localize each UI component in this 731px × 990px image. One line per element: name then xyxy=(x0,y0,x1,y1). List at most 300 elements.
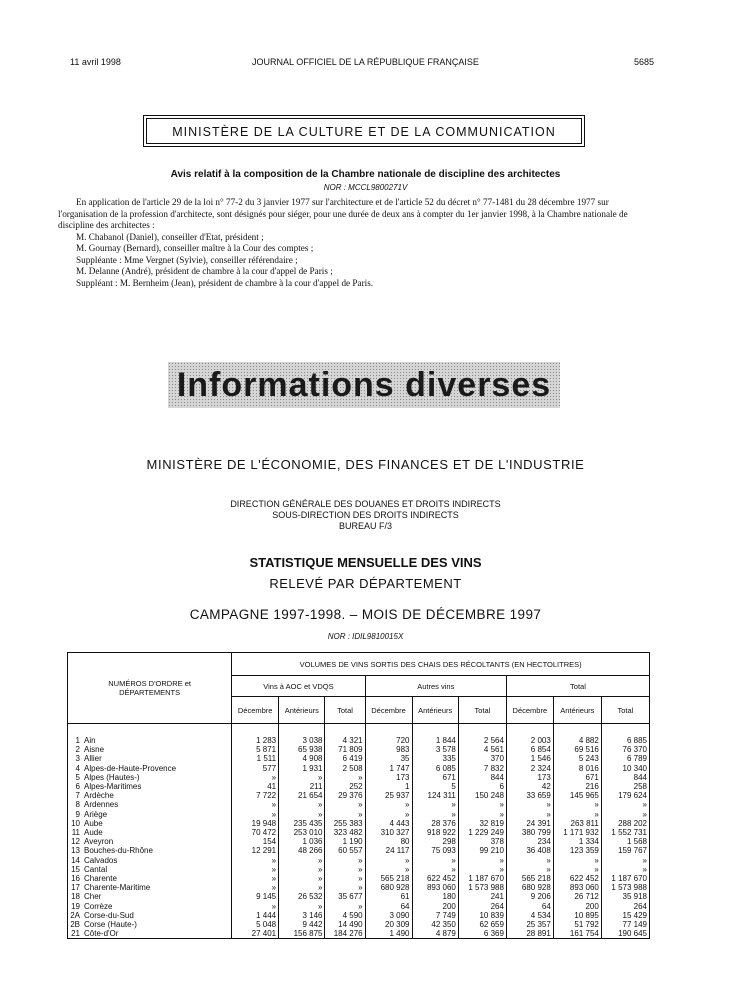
volume-cell: 12 291 xyxy=(232,846,279,855)
volume-cell: 234 xyxy=(506,837,553,846)
volume-cell: 3 146 xyxy=(279,911,325,920)
volume-cell: » xyxy=(232,773,279,782)
volume-cell: » xyxy=(279,902,325,911)
subcol-decembre: Décembre xyxy=(365,697,412,724)
table-row xyxy=(68,883,650,892)
volume-cell: 288 202 xyxy=(601,819,649,828)
table-row xyxy=(68,764,650,773)
row-number: 9 xyxy=(68,810,83,819)
row-number: 15 xyxy=(68,865,83,874)
volume-cell: 35 918 xyxy=(601,892,649,901)
header-date: 11 avril 1998 xyxy=(70,57,121,67)
subcol-decembre: Décembre xyxy=(506,697,553,724)
department-name: Cantal xyxy=(82,865,232,874)
volume-cell: » xyxy=(553,865,601,874)
volume-cell: 60 557 xyxy=(325,846,365,855)
volume-cell: 20 309 xyxy=(365,920,412,929)
volume-cell: 161 754 xyxy=(553,929,601,939)
volume-cell: 6 789 xyxy=(601,754,649,763)
department-name: Aude xyxy=(82,828,232,837)
volume-cell: 1 444 xyxy=(232,911,279,920)
volume-cell: 145 965 xyxy=(553,791,601,800)
volume-cell: 71 809 xyxy=(325,745,365,754)
group-header-autres: Autres vins xyxy=(365,676,506,697)
row-number: 12 xyxy=(68,837,83,846)
volume-cell: » xyxy=(365,810,412,819)
volume-cell: 61 xyxy=(365,892,412,901)
volume-cell: 4 443 xyxy=(365,819,412,828)
volume-cell: » xyxy=(232,800,279,809)
volume-cell: 565 218 xyxy=(506,874,553,883)
volume-cell: » xyxy=(232,902,279,911)
col-header-departments: NUMÉROS D'ORDRE et DÉPARTEMENTS xyxy=(68,653,232,724)
volume-cell: 5 048 xyxy=(232,920,279,929)
volume-cell: » xyxy=(412,800,458,809)
row-number: 4 xyxy=(68,764,83,773)
volume-cell: » xyxy=(601,856,649,865)
campagne-title: CAMPAGNE 1997-1998. – MOIS DE DÉCEMBRE 1997 xyxy=(189,607,542,622)
volume-cell: » xyxy=(458,865,506,874)
department-name: Alpes (Hautes-) xyxy=(82,773,232,782)
row-number: 2A xyxy=(68,911,83,920)
department-name: Cher xyxy=(82,892,232,901)
volume-cell: 4 908 xyxy=(279,754,325,763)
volume-cell: 14 490 xyxy=(325,920,365,929)
volume-cell: 35 677 xyxy=(325,892,365,901)
volume-cell: 671 xyxy=(553,773,601,782)
volume-cell: 26 712 xyxy=(553,892,601,901)
row-number: 6 xyxy=(68,782,83,791)
row-number: 13 xyxy=(68,846,83,855)
table-row xyxy=(68,929,650,939)
volume-cell: 6 419 xyxy=(325,754,365,763)
volume-cell: 335 xyxy=(412,754,458,763)
volume-cell: 2 324 xyxy=(506,764,553,773)
wine-statistics-table xyxy=(67,652,650,939)
volume-cell: 622 452 xyxy=(412,874,458,883)
volume-cell: 918 922 xyxy=(412,828,458,837)
volume-cell: » xyxy=(458,810,506,819)
volume-cell: 99 210 xyxy=(458,846,506,855)
volume-cell: » xyxy=(553,810,601,819)
row-number: 14 xyxy=(68,856,83,865)
row-number: 1 xyxy=(68,736,83,745)
subcol-anterieurs: Antérieurs xyxy=(412,697,458,724)
volume-cell: 844 xyxy=(601,773,649,782)
volume-cell: 264 xyxy=(601,902,649,911)
volume-cell: » xyxy=(506,800,553,809)
table-row xyxy=(68,902,650,911)
volume-cell: » xyxy=(279,773,325,782)
table-row xyxy=(68,782,650,791)
volume-cell: 1 xyxy=(365,782,412,791)
department-name: Charente xyxy=(82,874,232,883)
volume-cell: » xyxy=(325,883,365,892)
volume-cell: 77 149 xyxy=(601,920,649,929)
volume-cell: 1 490 xyxy=(365,929,412,939)
volume-cell: 200 xyxy=(412,902,458,911)
volume-cell: 4 590 xyxy=(325,911,365,920)
volume-cell: 6 369 xyxy=(458,929,506,939)
volume-cell: 1 931 xyxy=(279,764,325,773)
volume-cell: 9 145 xyxy=(232,892,279,901)
volume-cell: 2 003 xyxy=(506,736,553,745)
volume-cell: » xyxy=(325,856,365,865)
statistique-title: STATISTIQUE MENSUELLE DES VINS xyxy=(249,555,482,570)
row-number: 10 xyxy=(68,819,83,828)
volume-cell: 258 xyxy=(601,782,649,791)
volume-cell: 1 229 249 xyxy=(458,828,506,837)
volume-cell: 5 871 xyxy=(232,745,279,754)
col-header-volumes: VOLUMES DE VINS SORTIS DES CHAIS DES RÉCOLTANTS (EN HECTOLITRES) xyxy=(232,653,650,676)
volume-cell: 9 442 xyxy=(279,920,325,929)
direction-line: DIRECTION GÉNÉRALE DES DOUANES ET DROITS INDIRECTS xyxy=(230,499,501,509)
volume-cell: 184 276 xyxy=(325,929,365,939)
banner-title: Informations diverses xyxy=(176,366,552,404)
volume-cell: » xyxy=(506,865,553,874)
volume-cell: 123 359 xyxy=(553,846,601,855)
avis-title: Avis relatif à la composition de la Chambre nationale de discipline des architectes xyxy=(170,169,561,180)
volume-cell: 7 722 xyxy=(232,791,279,800)
volume-cell: 36 408 xyxy=(506,846,553,855)
department-name: Ariège xyxy=(82,810,232,819)
volume-cell: 6 885 xyxy=(601,736,649,745)
volume-cell: 19 948 xyxy=(232,819,279,828)
department-name: Côte-d'Or xyxy=(82,929,232,939)
department-name: Aveyron xyxy=(82,837,232,846)
subcol-total: Total xyxy=(601,697,649,724)
volume-cell: 42 xyxy=(506,782,553,791)
volume-cell: 9 206 xyxy=(506,892,553,901)
department-name: Bouches-du-Rhône xyxy=(82,846,232,855)
volume-cell: » xyxy=(325,874,365,883)
volume-cell: » xyxy=(325,773,365,782)
volume-cell: » xyxy=(279,874,325,883)
volume-cell: 1 511 xyxy=(232,754,279,763)
table-row xyxy=(68,911,650,920)
department-name: Corse (Haute-) xyxy=(82,920,232,929)
table-row xyxy=(68,828,650,837)
volume-cell: 216 xyxy=(553,782,601,791)
row-number: 5 xyxy=(68,773,83,782)
volume-cell: 10 340 xyxy=(601,764,649,773)
group-header-total: Total xyxy=(506,676,649,697)
volume-cell: 1 573 988 xyxy=(601,883,649,892)
volume-cell: 64 xyxy=(506,902,553,911)
volume-cell: 680 928 xyxy=(365,883,412,892)
volume-cell: » xyxy=(458,856,506,865)
volume-cell: 3 578 xyxy=(412,745,458,754)
volume-cell: 180 xyxy=(412,892,458,901)
row-number: 2 xyxy=(68,745,83,754)
volume-cell: 124 311 xyxy=(412,791,458,800)
volume-cell: 378 xyxy=(458,837,506,846)
department-name: Aisne xyxy=(82,745,232,754)
volume-cell: 48 266 xyxy=(279,846,325,855)
volume-cell: » xyxy=(506,810,553,819)
volume-cell: 76 370 xyxy=(601,745,649,754)
table-row xyxy=(68,773,650,782)
volume-cell: 1 844 xyxy=(412,736,458,745)
volume-cell: 62 659 xyxy=(458,920,506,929)
volume-cell: 51 792 xyxy=(553,920,601,929)
ministry-economy-title: MINISTÈRE DE L'ÉCONOMIE, DES FINANCES ET DE L'INDUSTRIE xyxy=(146,457,585,472)
table-row xyxy=(68,754,650,763)
volume-cell: » xyxy=(279,810,325,819)
volume-cell: » xyxy=(601,865,649,874)
volume-cell: 263 811 xyxy=(553,819,601,828)
department-name: Charente-Maritime xyxy=(82,883,232,892)
table-row xyxy=(68,736,650,745)
table-row xyxy=(68,819,650,828)
volume-cell: 4 321 xyxy=(325,736,365,745)
volume-cell: 241 xyxy=(458,892,506,901)
table-row xyxy=(68,791,650,800)
row-number: 3 xyxy=(68,754,83,763)
volume-cell: 6 854 xyxy=(506,745,553,754)
volume-cell: 25 357 xyxy=(506,920,553,929)
volume-cell: 154 xyxy=(232,837,279,846)
row-number: 21 xyxy=(68,929,83,939)
subcol-total: Total xyxy=(458,697,506,724)
volume-cell: 159 767 xyxy=(601,846,649,855)
ministry-culture-title: MINISTÈRE DE LA CULTURE ET DE LA COMMUNICATION xyxy=(146,118,582,144)
avis-nor: NOR : MCCL9800271V xyxy=(323,183,408,192)
table-row xyxy=(68,856,650,865)
group-header-aoc: Vins à AOC et VDQS xyxy=(232,676,365,697)
volume-cell: 6 xyxy=(458,782,506,791)
department-name: Ardennes xyxy=(82,800,232,809)
volume-cell: 4 882 xyxy=(553,736,601,745)
volume-cell: 1 573 988 xyxy=(458,883,506,892)
volume-cell: 1 036 xyxy=(279,837,325,846)
volume-cell: 370 xyxy=(458,754,506,763)
volume-cell: » xyxy=(553,800,601,809)
table-row xyxy=(68,846,650,855)
volume-cell: 80 xyxy=(365,837,412,846)
department-name: Allier xyxy=(82,754,232,763)
volume-cell: 75 093 xyxy=(412,846,458,855)
volume-cell: 983 xyxy=(365,745,412,754)
volume-cell: 70 472 xyxy=(232,828,279,837)
volume-cell: » xyxy=(279,865,325,874)
header-page-number: 5685 xyxy=(634,57,655,67)
nor-reference: NOR : IDIL9810015X xyxy=(327,632,404,641)
direction-line: SOUS-DIRECTION DES DROITS INDIRECTS xyxy=(272,510,459,520)
volume-cell: 1 187 670 xyxy=(601,874,649,883)
volume-cell: » xyxy=(553,856,601,865)
volume-cell: » xyxy=(412,865,458,874)
volume-cell: 64 xyxy=(365,902,412,911)
volume-cell: 156 875 xyxy=(279,929,325,939)
volume-cell: » xyxy=(232,874,279,883)
volume-cell: » xyxy=(365,800,412,809)
volume-cell: 235 435 xyxy=(279,819,325,828)
volume-cell: » xyxy=(325,810,365,819)
volume-cell: 1 568 xyxy=(601,837,649,846)
volume-cell: » xyxy=(279,856,325,865)
volume-cell: 29 376 xyxy=(325,791,365,800)
volume-cell: 253 010 xyxy=(279,828,325,837)
volume-cell: 211 xyxy=(279,782,325,791)
table-row xyxy=(68,745,650,754)
member-line: Suppléant : M. Bernheim (Jean), président de chambre à la cour d'appel de Paris. xyxy=(76,277,374,288)
volume-cell: 7 832 xyxy=(458,764,506,773)
volume-cell: 21 654 xyxy=(279,791,325,800)
volume-cell: 27 401 xyxy=(232,929,279,939)
direction-line: BUREAU F/3 xyxy=(338,521,392,531)
volume-cell: » xyxy=(325,865,365,874)
volume-cell: 380 799 xyxy=(506,828,553,837)
volume-cell: 35 xyxy=(365,754,412,763)
volume-cell: 264 xyxy=(458,902,506,911)
volume-cell: » xyxy=(412,856,458,865)
volume-cell: 42 350 xyxy=(412,920,458,929)
department-name: Ardèche xyxy=(82,791,232,800)
volume-cell: 15 429 xyxy=(601,911,649,920)
table-row xyxy=(68,810,650,819)
volume-cell: 8 016 xyxy=(553,764,601,773)
volume-cell: 1 283 xyxy=(232,736,279,745)
volume-cell: 323 482 xyxy=(325,828,365,837)
volume-cell: 5 xyxy=(412,782,458,791)
row-number: 8 xyxy=(68,800,83,809)
volume-cell: » xyxy=(279,883,325,892)
row-number: 19 xyxy=(68,902,83,911)
volume-cell: 28 891 xyxy=(506,929,553,939)
volume-cell: 565 218 xyxy=(365,874,412,883)
subcol-anterieurs: Antérieurs xyxy=(553,697,601,724)
row-number: 7 xyxy=(68,791,83,800)
volume-cell: 25 937 xyxy=(365,791,412,800)
department-name: Calvados xyxy=(82,856,232,865)
volume-cell: 179 624 xyxy=(601,791,649,800)
volume-cell: 5 243 xyxy=(553,754,601,763)
volume-cell: » xyxy=(232,856,279,865)
volume-cell: 720 xyxy=(365,736,412,745)
table-body xyxy=(68,724,650,939)
row-number: 16 xyxy=(68,874,83,883)
volume-cell: 7 749 xyxy=(412,911,458,920)
volume-cell: 893 060 xyxy=(553,883,601,892)
department-name: Ain xyxy=(82,736,232,745)
member-line: M. Delanne (André), président de chambre à la cour d'appel de Paris ; xyxy=(76,266,333,276)
volume-cell: 32 819 xyxy=(458,819,506,828)
volume-cell: 3 038 xyxy=(279,736,325,745)
volume-cell: 150 248 xyxy=(458,791,506,800)
volume-cell: » xyxy=(232,883,279,892)
member-line: M. Gournay (Bernard), conseiller maître à la Cour des comptes ; xyxy=(76,243,314,253)
volume-cell: 24 117 xyxy=(365,846,412,855)
volume-cell: 10 839 xyxy=(458,911,506,920)
volume-cell: 298 xyxy=(412,837,458,846)
avis-body xyxy=(58,197,658,289)
volume-cell: 24 391 xyxy=(506,819,553,828)
volume-cell: 28 376 xyxy=(412,819,458,828)
volume-cell: 10 895 xyxy=(553,911,601,920)
volume-cell: 69 516 xyxy=(553,745,601,754)
volume-cell: 1 546 xyxy=(506,754,553,763)
row-number: 18 xyxy=(68,892,83,901)
volume-cell: 1 187 670 xyxy=(458,874,506,883)
volume-cell: 252 xyxy=(325,782,365,791)
volume-cell: 4 534 xyxy=(506,911,553,920)
department-name: Alpes-de-Haute-Provence xyxy=(82,764,232,773)
subcol-anterieurs: Antérieurs xyxy=(279,697,325,724)
volume-cell: » xyxy=(506,856,553,865)
volume-cell: » xyxy=(325,800,365,809)
avis-paragraph: En application de l'article 29 de la loi n° 77-2 du 3 janvier 1977 sur l'architecture et de l'article 52 du décret n° 77-1481 du 28 décembre 1977 sur l'organisation de la profession d'architecte, sont désignés pour siéger, pour une durée de deux ans à compter du 1er janvier 1998, à la Chambre nationale de discipline des architectes : xyxy=(58,197,628,230)
subcol-total: Total xyxy=(325,697,365,724)
table-row xyxy=(68,800,650,809)
volume-cell: 190 645 xyxy=(601,929,649,939)
volume-cell: » xyxy=(325,902,365,911)
member-line: Suppléante : Mme Vergnet (Sylvie), conseiller référendaire ; xyxy=(76,254,298,265)
volume-cell: 844 xyxy=(458,773,506,782)
subcol-decembre: Décembre xyxy=(232,697,279,724)
volume-cell: 4 561 xyxy=(458,745,506,754)
volume-cell: 3 090 xyxy=(365,911,412,920)
volume-cell: 310 327 xyxy=(365,828,412,837)
volume-cell: 671 xyxy=(412,773,458,782)
department-name: Aube xyxy=(82,819,232,828)
volume-cell: 26 532 xyxy=(279,892,325,901)
volume-cell: 680 928 xyxy=(506,883,553,892)
row-number: 2B xyxy=(68,920,83,929)
volume-cell: » xyxy=(365,865,412,874)
volume-cell: » xyxy=(412,810,458,819)
volume-cell: 173 xyxy=(365,773,412,782)
table-row xyxy=(68,920,650,929)
volume-cell: 1 171 932 xyxy=(553,828,601,837)
volume-cell: » xyxy=(279,800,325,809)
table-row xyxy=(68,892,650,901)
volume-cell: » xyxy=(601,800,649,809)
volume-cell: » xyxy=(232,810,279,819)
volume-cell: » xyxy=(601,810,649,819)
table-row xyxy=(68,874,650,883)
volume-cell: 2 508 xyxy=(325,764,365,773)
volume-cell: 1 747 xyxy=(365,764,412,773)
department-name: Alpes-Maritimes xyxy=(82,782,232,791)
member-line: M. Chabanol (Daniel), conseiller d'Etat, président ; xyxy=(76,231,264,242)
volume-cell: 622 452 xyxy=(553,874,601,883)
volume-cell: 577 xyxy=(232,764,279,773)
volume-cell: » xyxy=(232,865,279,874)
volume-cell: » xyxy=(458,800,506,809)
volume-cell: 255 383 xyxy=(325,819,365,828)
volume-cell: 1 552 731 xyxy=(601,828,649,837)
volume-cell: 893 060 xyxy=(412,883,458,892)
volume-cell: 173 xyxy=(506,773,553,782)
row-number: 11 xyxy=(68,828,83,837)
department-name: Corse-du-Sud xyxy=(82,911,232,920)
volume-cell: 2 564 xyxy=(458,736,506,745)
volume-cell: 4 879 xyxy=(412,929,458,939)
releve-title: RELEVÉ PAR DÉPARTEMENT xyxy=(269,576,462,591)
table-row xyxy=(68,865,650,874)
header-journal-title: JOURNAL OFFICIEL DE LA RÉPUBLIQUE FRANÇAISE xyxy=(252,57,479,67)
volume-cell: 65 938 xyxy=(279,745,325,754)
volume-cell: 41 xyxy=(232,782,279,791)
volume-cell: 33 659 xyxy=(506,791,553,800)
department-name: Corrèze xyxy=(82,902,232,911)
volume-cell: 6 085 xyxy=(412,764,458,773)
row-number: 17 xyxy=(68,883,83,892)
volume-cell: 200 xyxy=(553,902,601,911)
volume-cell: » xyxy=(365,856,412,865)
volume-cell: 1 334 xyxy=(553,837,601,846)
